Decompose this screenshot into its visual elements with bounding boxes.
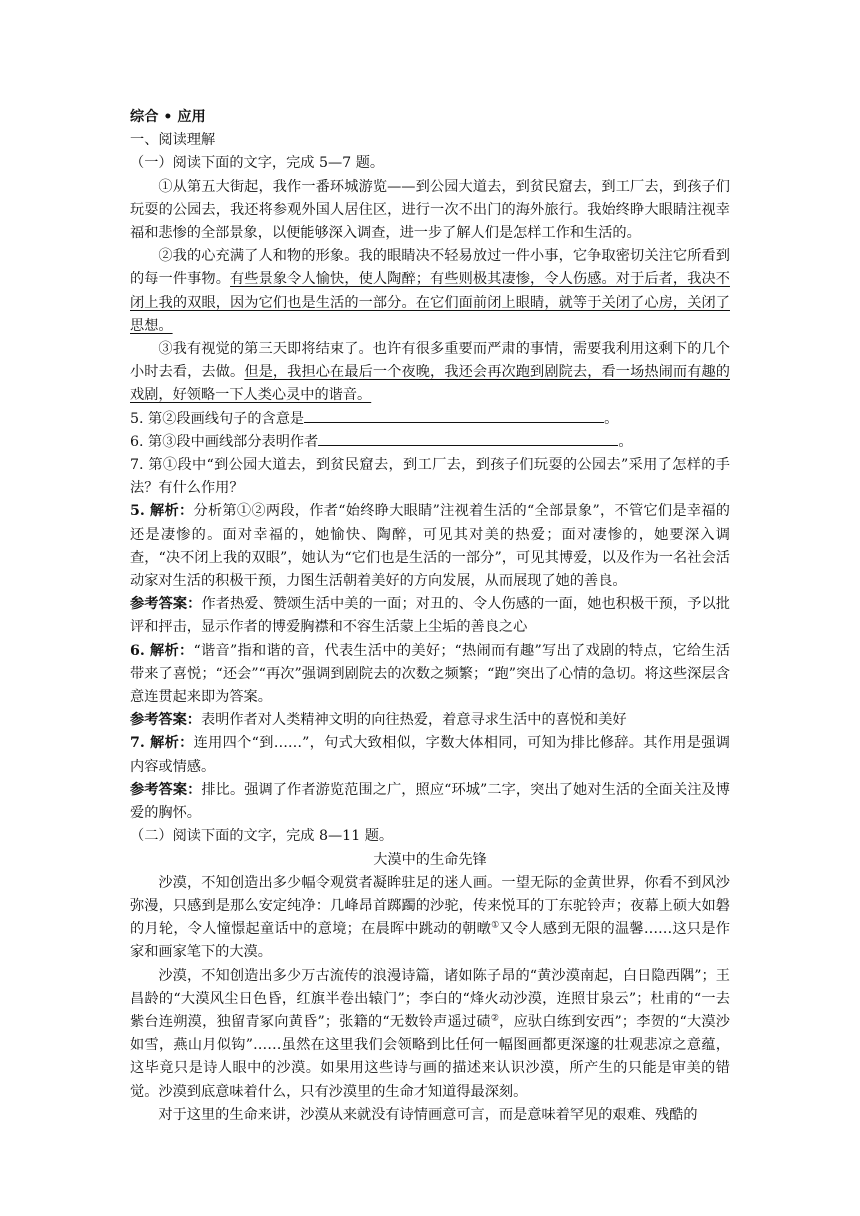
passage1-p2-text: ②我的心充满了人和物的形象。我的眼睛决不轻易放过一件小事，它争取密切关注它所看到的每一件事物。 — [130, 248, 730, 288]
question-5 — [130, 408, 730, 431]
reference-7-text: 排比。强调了作者游览范围之广，照应“环城”二字，突出了她对生活的全面关注及博爱的胸怀。 — [130, 781, 730, 822]
analysis-5-text: 分析第①②两段，作者“始终睁大眼睛”注视着生活的“全部景象”，不管它们是幸福的还是凄惨的。面对幸福的，她愉快、陶醉，可见其对美的热爱；面对凄惨的，她要深入调查，“决不闭上我的双眼”，她认为“它们也是生活的一部分”，可见其博爱，以及作为一名社会活动家对生活的积极干预，力图生活朝着美好的方向发展，从而展现了她的善良。 — [130, 503, 730, 590]
answer-blank-5[interactable] — [304, 408, 604, 423]
passage2-p2-end: ，应驮白练到安西”；李贺的“大漠沙如雪，燕山月似钩”……虽然在这里我们会领略到比任何一幅图画都更深邃的壮观悲凉之意蕴，这毕竟只是诗人眼中的沙漠。如果用这些诗与画的描述来认识沙漠，所产生的只能是审美的错觉。沙漠到底意味着什么，只有沙漠里的生命才知道得最深刻。 — [130, 1013, 730, 1100]
passage1-p3-text: ③我有视觉的第三天即将结束了。也许有很多重要而严肃的事情，需要我利用这剩下的几个小时去看，去做。 — [130, 341, 730, 381]
reference-7-label: 参考答案： — [130, 781, 202, 798]
passage2-paragraph-1 — [130, 872, 730, 965]
reference-answer-6 — [130, 709, 730, 732]
passage1-p3-underlined: 但是，我担心在最后一个夜晚，我还会再次跑到剧院去，看一场热闹而有趣的戏剧，好领略一下人类心灵中的谐音。 — [130, 364, 730, 404]
passage2-title: 大漠中的生命先锋 — [373, 851, 487, 868]
analysis-6-label: 6. 解析： — [130, 642, 194, 659]
reference-5-label: 参考答案： — [130, 596, 202, 613]
analysis-7 — [130, 732, 730, 778]
section-title: 综合 • 应用 — [130, 109, 206, 125]
passage2-p1-end: 又令人感到无限的温馨……这只是作家和画家笔下的大漠。 — [130, 921, 730, 961]
reference-5-text: 作者热爱、赞颂生活中美的一面；对丑的、令人伤感的一面，她也积极干预，予以批评和抨击，显示作者的博爱胸襟和不容生活蒙上尘垢的善良之心 — [130, 596, 730, 636]
question-5-end: 。 — [604, 410, 619, 427]
reference-6-text: 表明作者对人类精神文明的向往热爱，着意寻求生活中的喜悦和美好 — [200, 712, 627, 729]
footnote-mark-2: ② — [490, 1013, 500, 1024]
question-5-text: 5. 第②段画线句子的含意是 — [130, 410, 305, 427]
question-7: 7. 第①段中“到公园大道去，到贫民窟去，到工厂去，到孩子们玩耍的公园去”采用了怎样的手法？有什么作用？ — [130, 457, 730, 497]
passage1-p2-underlined: 有些景象令人愉快，使人陶醉；有些则极其凄惨，令人伤感。对于后者，我决不闭上我的双眼，因为它们也是生活的一部分。在它们面前闭上眼睛，就等于关闭了心房，关闭了思想。 — [130, 271, 730, 334]
analysis-5 — [130, 500, 730, 593]
question-6 — [130, 431, 730, 454]
passage2-paragraph-2 — [130, 965, 730, 1104]
part-heading: 一、阅读理解 — [130, 132, 216, 149]
analysis-6 — [130, 640, 730, 710]
answer-blank-6[interactable] — [318, 431, 618, 446]
passage1-paragraph-1: ①从第五大街起，我作一番环城游览——到公园大道去，到贫民窟去，到工厂去，到孩子们玩耍的公园去，我还将参观外国人居住区，进行一次不出门的海外旅行。我始终睁大眼睛注视幸福和悲惨的全部景象，以便能够深入调查，进一步了解人们是怎样工作和生活的。 — [130, 178, 730, 242]
reference-answer-7 — [130, 779, 730, 825]
subsection-heading-2: （二）阅读下面的文字，完成 8—11 题。 — [130, 828, 394, 845]
document-page — [130, 106, 730, 1127]
footnote-mark-1: ① — [491, 920, 500, 931]
reference-6-label: 参考答案： — [130, 712, 201, 729]
subsection-heading-1: （一）阅读下面的文字，完成 5—7 题。 — [130, 155, 385, 172]
analysis-7-text: 连用四个“到……”，句式大致相似，字数大体相同，可知为排比修辞。其作用是强调内容或情感。 — [130, 735, 730, 775]
passage2-p2-text: 沙漠，不知创造出多少万古流传的浪漫诗篇，诸如陈子昂的“黄沙漠南起，白日隐西隅”；王昌龄的“大漠风尘日色昏，红旗半卷出辕门”；李白的“烽火动沙漠，连照甘泉云”；杜甫的“一去紫台连朔漠，独留青冢向黄昏”；张籍的“无数铃声遥过碛 — [130, 967, 730, 1030]
passage2-paragraph-3: 对于这里的生命来讲，沙漠从来就没有诗情画意可言，而是意味着罕见的艰难、残酷的 — [158, 1106, 698, 1123]
passage2-p1-text: 沙漠，不知创造出多少幅令观赏者凝眸驻足的迷人画。一望无际的金黄世界，你看不到风沙弥漫，只感到是那么安定纯净：几峰昂首踯躅的沙驼，传来悦耳的丁东驼铃声；夜幕上硕大如磐的月轮，令人憧憬起童话中的意境；在晨晖中跳动的朝暾 — [130, 874, 730, 938]
analysis-5-label: 5. 解析： — [130, 503, 194, 520]
analysis-7-label: 7. 解析： — [130, 735, 194, 752]
passage1-paragraph-2 — [130, 245, 730, 338]
reference-answer-5 — [130, 593, 730, 639]
passage1-paragraph-3 — [130, 338, 730, 408]
analysis-6-text: “谐音”指和谐的音，代表生活中的美好；“热闹而有趣”写出了戏剧的特点，它给生活带来了喜悦；“还会”“再次”强调到剧院去的次数之频繁；“跑”突出了心情的急切。将这些深层含意连贯起来即为答案。 — [130, 642, 730, 706]
question-6-end: 。 — [618, 433, 633, 450]
question-6-text: 6. 第③段中画线部分表明作者 — [130, 433, 319, 450]
